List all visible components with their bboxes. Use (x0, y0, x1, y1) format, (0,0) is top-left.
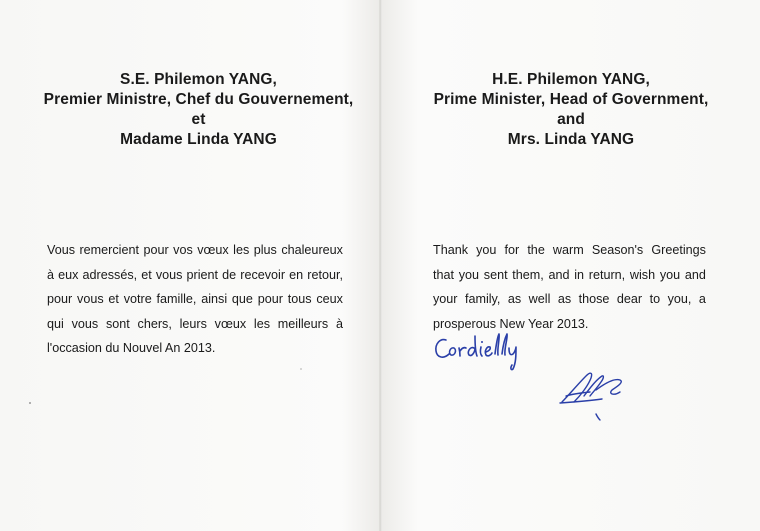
english-message-word: prosperous New Year 2013. (433, 316, 589, 331)
french-heading-line: Premier Ministre, Chef du Gouvernement, (43, 91, 354, 108)
french-message-word: vous (71, 316, 99, 331)
french-message-word: meilleurs (277, 316, 329, 331)
french-message-word: vous (77, 292, 104, 306)
english-message-word: wish (629, 267, 656, 282)
english-heading (382, 70, 760, 150)
handwritten-cordially (432, 328, 532, 372)
english-message (433, 238, 706, 336)
french-message-word: tous (287, 292, 312, 306)
french-message-word: en (289, 267, 304, 282)
english-message-word: family, (464, 292, 501, 306)
english-message-word: them, (512, 267, 544, 282)
english-message-word: sent (483, 267, 508, 282)
english-message-word: well (528, 292, 551, 306)
english-message-word: you (659, 267, 681, 282)
english-message-line (433, 238, 706, 263)
french-message-word: eux (58, 267, 79, 282)
english-message-word: in (574, 267, 585, 282)
french-message (47, 238, 343, 361)
english-message-line (433, 287, 706, 312)
french-message-word: les (253, 316, 271, 331)
signature-initials (556, 366, 636, 422)
french-message-word: à (335, 316, 343, 331)
french-message-word: chers, (137, 316, 172, 331)
french-message-word: recevoir (240, 267, 286, 282)
french-message-word: vous (155, 267, 183, 282)
french-heading (18, 70, 379, 150)
french-message-line (47, 312, 343, 337)
french-message-word: vœux (197, 243, 229, 257)
english-message-word: warm (552, 243, 584, 257)
french-message-word: prient (186, 267, 219, 282)
english-message-word: Season's (591, 243, 644, 257)
french-message-word: votre (123, 292, 152, 306)
english-message-word: your (433, 292, 458, 306)
english-heading-line: and (557, 111, 585, 128)
english-message-word: Greetings (651, 243, 706, 257)
french-message-word: famille, (156, 292, 197, 306)
french-message-word: retour, (307, 267, 343, 282)
french-message-word: remercient (79, 243, 139, 257)
french-message-word: leurs (179, 316, 207, 331)
english-message-word: as (507, 292, 522, 306)
french-message-word: qui (47, 316, 64, 331)
english-message-word: you, (667, 292, 692, 306)
french-message-word: vœux (214, 316, 247, 331)
french-heading-line: et (191, 111, 206, 128)
french-message-line (47, 263, 343, 288)
french-message-word: à (47, 267, 55, 282)
english-message-word: a (698, 292, 706, 306)
english-panel (382, 0, 760, 531)
french-message-word: Vous (47, 243, 76, 257)
french-message-line (47, 287, 343, 312)
english-message-word: to (649, 292, 661, 306)
french-message-word: l'occasion du Nouvel An 2013. (47, 341, 216, 355)
french-message-word: et (141, 267, 152, 282)
french-message-word: et (108, 292, 119, 306)
english-message-word: the (527, 243, 545, 257)
english-message-word: that (433, 267, 455, 282)
french-message-line (47, 336, 343, 361)
french-message-word: sont (105, 316, 130, 331)
french-heading-line: Madame Linda YANG (120, 131, 277, 148)
english-message-line (433, 263, 706, 288)
paper-speck (300, 368, 302, 370)
french-message-word: les (233, 243, 250, 257)
english-heading-line: H.E. Philemon YANG, (492, 71, 650, 88)
english-message-word: and (684, 267, 706, 282)
english-message-word: as (557, 292, 572, 306)
english-heading-line: Prime Minister, Head of Government, (433, 91, 709, 108)
english-heading-line: Mrs. Linda YANG (507, 131, 635, 148)
english-message-word: dear (616, 292, 643, 306)
french-message-line (47, 238, 343, 263)
french-message-word: chaleureux (281, 243, 343, 257)
french-message-word: ainsi (201, 292, 228, 306)
english-message-word: those (578, 292, 610, 306)
french-message-word: adressés, (82, 267, 138, 282)
english-message-word: you (476, 243, 497, 257)
french-message-word: plus (253, 243, 277, 257)
english-message-word: Thank (433, 243, 469, 257)
french-message-word: que (231, 292, 253, 306)
french-message-word: pour (47, 292, 73, 306)
french-message-word: pour (143, 243, 169, 257)
english-message-word: and (548, 267, 570, 282)
french-message-word: pour (257, 292, 283, 306)
french-message-word: ceux (316, 292, 343, 306)
english-message-word: you (458, 267, 480, 282)
english-message-word: for (504, 243, 520, 257)
french-heading-line: S.E. Philemon YANG, (120, 71, 277, 88)
french-message-word: de (222, 267, 237, 282)
french-message-word: vos (173, 243, 193, 257)
paper-speck (29, 402, 31, 404)
french-panel (0, 0, 379, 531)
english-message-word: return, (588, 267, 626, 282)
